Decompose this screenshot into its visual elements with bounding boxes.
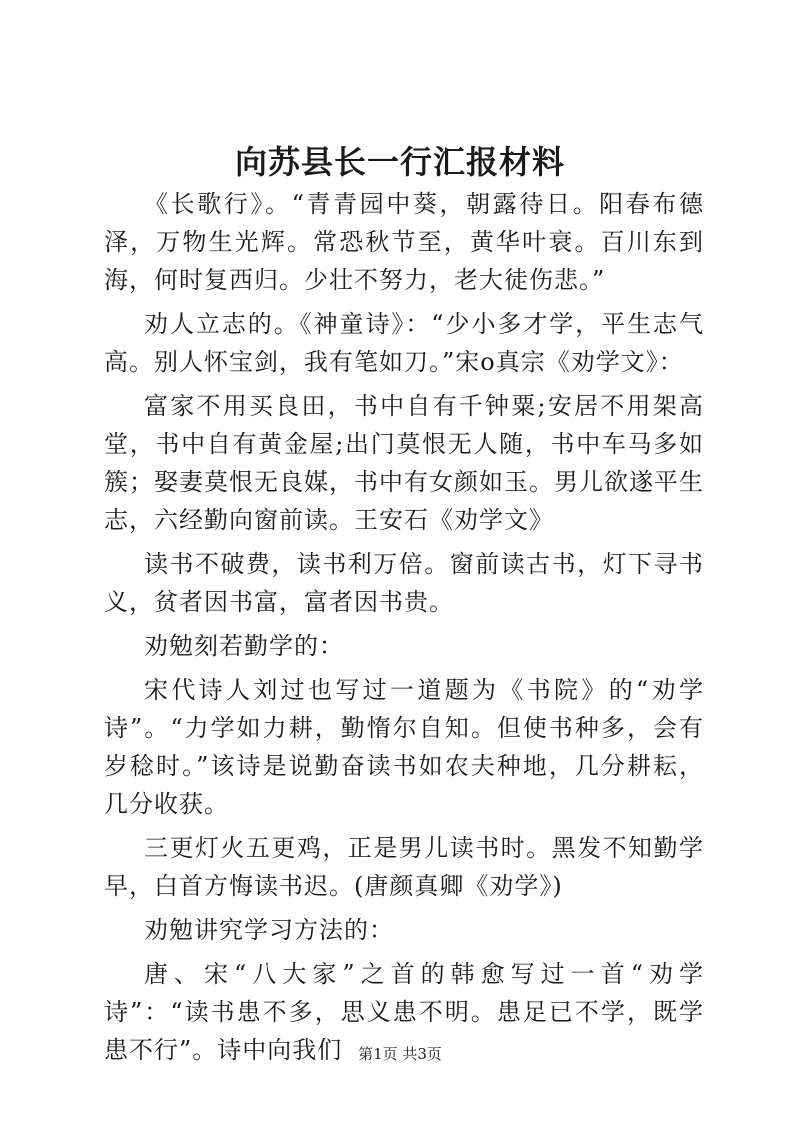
paragraph-8: 劝勉讲究学习方法的： — [144, 916, 394, 944]
paragraph-6: 宋代诗人刘过也写过一道题为《书院》的“劝学诗”。“力学如力耕，勤惰尔自知。但使书种多，会有岁稔时。”该诗是说勤奋读书如农夫种地，几分耕耘，几分收获。 — [104, 676, 704, 818]
paragraph-4: 读书不破费，读书利万倍。窗前读古书，灯下寻书义，贫者因书富，富者因书贵。 — [104, 550, 704, 616]
paragraph-9: 唐、宋“八大家”之首的韩愈写过一首“劝学诗”：“读书患不多，思义患不明。患足已不学，既学患不行”。诗中向我们 — [104, 960, 704, 1064]
document-body — [104, 185, 704, 1075]
paragraph-1: 《长歌行》。“青青园中葵，朝露待日。阳春布德泽，万物生光辉。常恐秋节至，黄华叶衰。百川东到海，何时复西归。少壮不努力，老大徒伤悲。” — [104, 190, 704, 294]
paragraph-5: 劝勉刻若勤学的： — [144, 632, 344, 660]
page-footer: 第1页 共3页 — [358, 1045, 442, 1063]
document-title: 向苏县长一行汇报材料 — [234, 143, 565, 181]
paragraph-3: 富家不用买良田，书中自有千钟粟;安居不用架高堂，书中自有黄金屋;出门莫恨无人随，书中车马多如簇；娶妻莫恨无良媒，书中有女颜如玉。男儿欲遂平生志，六经勤向窗前读。王安石《劝学文》 — [104, 392, 704, 534]
paragraph-7: 三更灯火五更鸡，正是男儿读书时。黑发不知勤学早，白首方悔读书迟。(唐颜真卿《劝学》) — [104, 834, 704, 900]
paragraph-2: 劝人立志的。《神童诗》：“少小多才学，平生志气高。别人怀宝剑，我有笔如刀。”宋o真宗《劝学文》： — [104, 310, 704, 376]
